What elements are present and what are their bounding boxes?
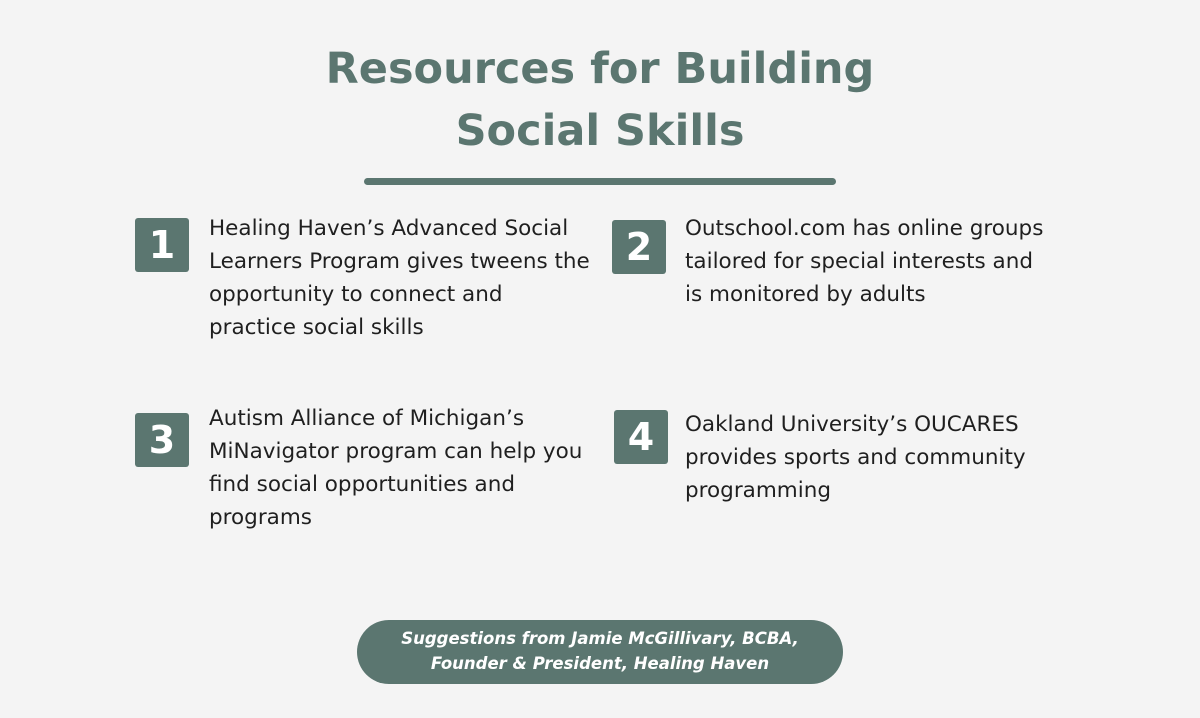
number-badge-3: 3 — [135, 413, 189, 467]
page-title-line-1: Resources for Building — [325, 44, 875, 94]
resource-text-2: Outschool.com has online groups tailored for special interests and is monitored by adults — [685, 216, 1044, 307]
number-badge-1: 1 — [135, 218, 189, 272]
title-divider — [364, 178, 836, 185]
resource-text-4: Oakland University’s OUCARES provides sports and community programming — [685, 412, 1026, 503]
attribution-line-2: Founder & President, Healing Haven — [430, 654, 770, 673]
page-title — [0, 38, 1200, 162]
resource-text-3: Autism Alliance of Michigan’s MiNavigator program can help you find social opportunities and programs — [209, 406, 583, 530]
page-title-line-2: Social Skills — [455, 106, 745, 156]
number-badge-4: 4 — [614, 410, 668, 464]
attribution-pill — [357, 620, 843, 684]
attribution-line-1: Suggestions from Jamie McGillivary, BCBA, — [401, 629, 799, 648]
resource-text-1: Healing Haven’s Advanced Social Learners Program gives tweens the opportunity to connect and practice social skills — [209, 216, 590, 340]
number-badge-2: 2 — [612, 220, 666, 274]
